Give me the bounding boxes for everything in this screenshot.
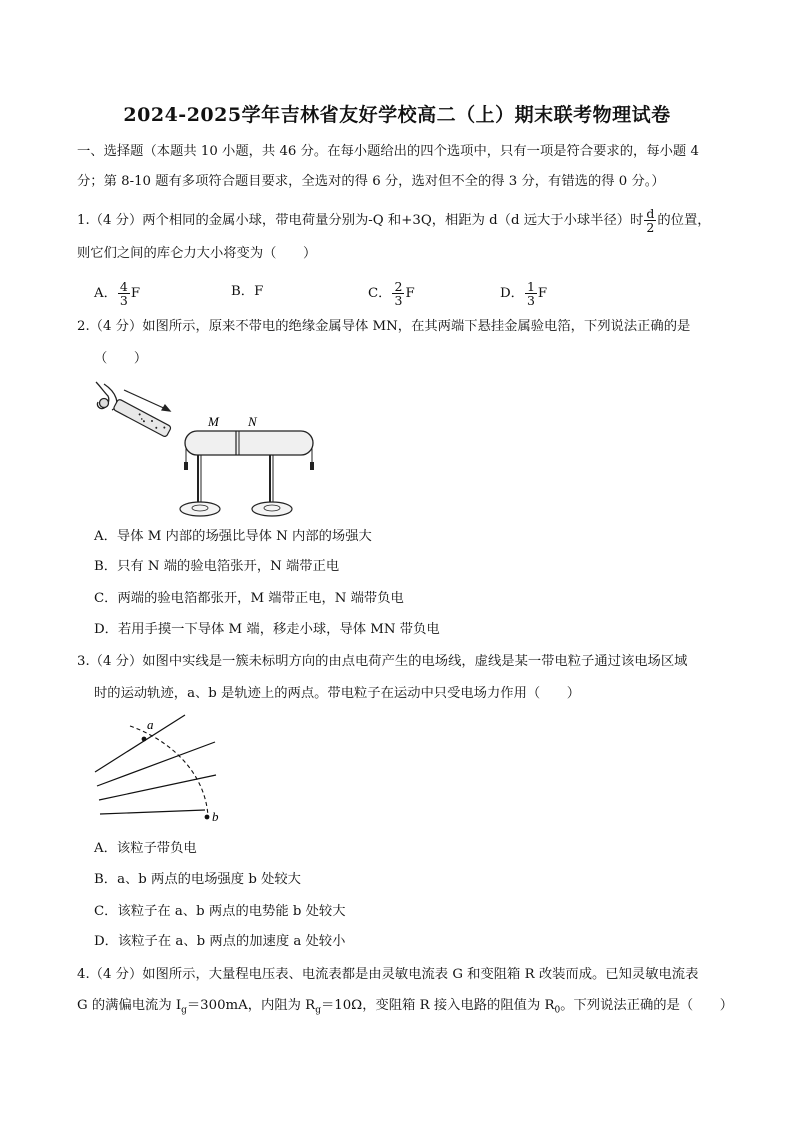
field-line-1 xyxy=(95,715,185,772)
q1-frac-den: 2 xyxy=(646,220,655,235)
q3-option-b: B．a、b 两点的电场强度 b 处较大 xyxy=(94,872,301,887)
q1-option-a-den: 3 xyxy=(119,293,128,308)
q1-option-d-num: 1 xyxy=(526,279,535,294)
q4-text-b: ＝300mA，内阻为 R xyxy=(186,998,316,1013)
section-instructions-line1: 一、选择题（本题共 10 小题，共 46 分。在每小题给出的四个选项中，只有一项是符合要求的，每小题 4 xyxy=(77,144,699,159)
point-a xyxy=(142,737,147,742)
q4-stem-line2 xyxy=(77,996,733,1021)
q2-option-c: C．两端的验电箔都张开，M 端带正电，N 端带负电 xyxy=(94,591,404,606)
q1-frac-num: d xyxy=(646,206,655,221)
q1-option-c-fraction xyxy=(392,280,404,307)
q1-option-d-label: D． xyxy=(500,286,524,301)
field-lines xyxy=(95,715,216,814)
q1-option-b: B．F xyxy=(231,284,264,299)
q1-option-a-num: 4 xyxy=(119,279,128,294)
q3-figure-field-lines xyxy=(90,712,230,832)
q4-sub-r0: 0 xyxy=(554,1005,561,1016)
point-b xyxy=(205,815,210,820)
q1-text-a: 1.（4 分）两个相同的金属小球，带电荷量分别为-Q 和+3Q，相距为 d（d 远大于小球半径）时 xyxy=(77,213,644,228)
q4-stem-line1: 4.（4 分）如图所示，大量程电压表、电流表都是由灵敏电流表 G 和变阻箱 R 改装而成。已知灵敏电流表 xyxy=(77,967,699,982)
q4-text-a: G 的满偏电流为 I xyxy=(77,998,182,1013)
q1-option-d-unit: F xyxy=(537,286,548,301)
q2-stem-line2: （ ） xyxy=(94,351,148,366)
q1-option-c xyxy=(368,280,415,307)
section-instructions-line2: 分；第 8-10 题有多项符合题目要求，全选对的得 6 分，选对但不全的得 3 分，有错选的得 0 分。） xyxy=(77,174,665,189)
q2-figure-conductor xyxy=(90,378,320,523)
q1-stem-line1 xyxy=(77,207,711,234)
q2-stem-line1: 2.（4 分）如图所示，原来不带电的绝缘金属导体 MN，在其两端下悬挂金属验电箔，下列说法正确的是 xyxy=(77,319,691,334)
q1-fraction xyxy=(644,207,656,234)
q3-option-a: A．该粒子带负电 xyxy=(94,841,197,856)
hand-knuckle xyxy=(100,399,109,408)
q1-text-b: 的位置， xyxy=(657,213,711,228)
charged-rod xyxy=(113,399,172,438)
hand-illustration xyxy=(96,382,117,410)
stand-left-base xyxy=(180,502,220,516)
foil-m xyxy=(184,462,188,470)
q1-option-a-unit: F xyxy=(130,286,141,301)
label-m: M xyxy=(208,414,219,429)
q1-option-c-label: C． xyxy=(368,286,392,301)
q1-option-c-unit: F xyxy=(405,286,415,301)
q4-text-d: 。下列说法正确的是（ ） xyxy=(560,998,734,1013)
stand-right-base xyxy=(252,502,292,516)
q3-option-d: D．该粒子在 a、b 两点的加速度 a 处较小 xyxy=(94,934,346,949)
page-title: 2024-2025学年吉林省友好学校高二（上）期末联考物理试卷 xyxy=(123,104,671,126)
q1-stem-line2: 则它们之间的库仑力大小将变为（ ） xyxy=(77,246,317,261)
q1-option-d xyxy=(500,280,547,307)
q4-sub-ig: g xyxy=(181,1005,187,1016)
q1-option-a xyxy=(94,280,140,307)
foil-n xyxy=(310,462,314,470)
q1-option-a-label: A． xyxy=(94,286,117,301)
label-a: a xyxy=(147,717,154,732)
q1-option-c-num: 2 xyxy=(394,279,403,294)
q3-option-c: C．该粒子在 a、b 两点的电势能 b 处较大 xyxy=(94,904,346,919)
q4-text-c: ＝10Ω，变阻箱 R 接入电路的阻值为 R xyxy=(320,998,555,1013)
q3-stem-line1: 3.（4 分）如图中实线是一簇未标明方向的由点电荷产生的电场线，虚线是某一带电粒子通过该电场区域 xyxy=(77,654,688,669)
q2-option-d: D．若用手摸一下导体 M 端，移走小球，导体 MN 带负电 xyxy=(94,622,440,637)
q3-stem-line2: 时的运动轨迹，a、b 是轨迹上的两点。带电粒子在运动中只受电场力作用（ ） xyxy=(94,686,581,701)
label-n: N xyxy=(248,414,257,429)
conductor-body xyxy=(185,431,313,455)
rod-body xyxy=(113,399,172,438)
q1-option-d-den: 3 xyxy=(526,293,535,308)
q1-option-d-fraction xyxy=(525,280,537,307)
q1-option-a-fraction xyxy=(118,280,130,307)
q4-sub-rg: g xyxy=(315,1005,321,1016)
q1-option-c-den: 3 xyxy=(394,293,403,308)
field-line-4 xyxy=(100,810,205,814)
label-b: b xyxy=(212,809,219,824)
q2-option-b: B．只有 N 端的验电箔张开，N 端带正电 xyxy=(94,559,340,574)
conductor-mn xyxy=(180,431,314,516)
q2-option-a: A．导体 M 内部的场强比导体 N 内部的场强大 xyxy=(94,529,372,544)
